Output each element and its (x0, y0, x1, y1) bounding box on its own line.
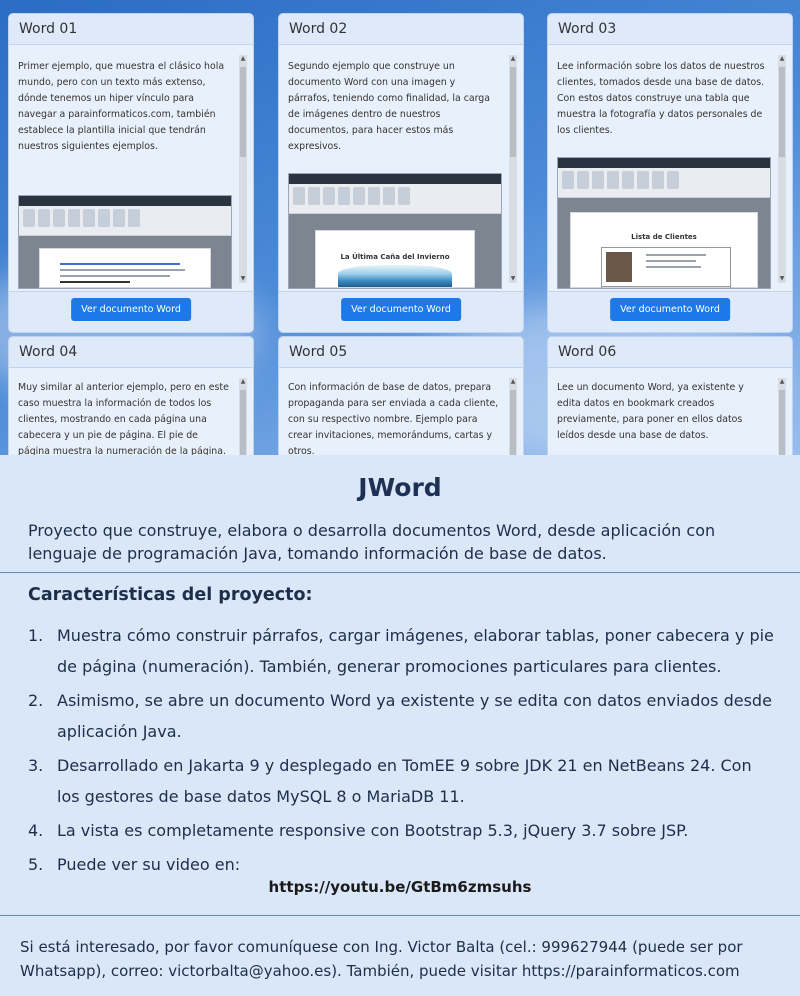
features-list (28, 620, 778, 883)
card-description: Con información de base de datos, prepara propaganda para ser enviada a cada cliente, con su respectivo nombre. Ejemplo para crear invitaciones, memorándums, cartas y otros. (288, 382, 499, 455)
card-title: Word 01 (9, 14, 253, 45)
view-word-document-button[interactable]: Ver documento Word (71, 298, 191, 321)
word-preview-image (18, 195, 232, 289)
word-preview-image (288, 173, 502, 289)
card-word-06 (547, 336, 793, 455)
feature-item: 3. Desarrollado en Jakarta 9 y desplegado en TomEE 9 sobre JDK 21 en NetBeans 24. Con los gestores de base datos MySQL 8 o MariaDB 11. (28, 756, 752, 806)
card-description: Segundo ejemplo que construye un documento Word con una imagen y párrafos, teniendo como finalidad, la carga de imágenes dentro de nuestros documentos, para hacer estos más expresivos. (288, 61, 490, 152)
card-description: Lee un documento Word, ya existente y edita datos en bookmark creados previamente, para poner en ellos datos leídos desde una base de datos. (557, 382, 744, 441)
features-heading: Características del proyecto: (28, 585, 313, 605)
scroll-thumb[interactable] (779, 67, 785, 157)
scroll-up-icon[interactable]: ▲ (240, 55, 246, 62)
scroll-up-icon[interactable]: ▲ (240, 378, 246, 385)
card-body[interactable] (279, 368, 523, 455)
project-info-panel (0, 455, 800, 996)
card-word-02 (278, 13, 524, 333)
card-description: Lee información sobre los datos de nuestros clientes, tomados desde una base de datos. Con estos datos construye una tabla que muestra la fotografía y datos personales de los clientes. (557, 61, 765, 136)
card-title: Word 04 (9, 337, 253, 368)
card-word-03 (547, 13, 793, 333)
card-word-04 (8, 336, 254, 455)
video-link[interactable]: https://youtu.be/GtBm6zmsuhs (268, 878, 532, 896)
scroll-up-icon[interactable]: ▲ (779, 55, 785, 62)
contact-info: Si está interesado, por favor comuníquese con Ing. Victor Balta (cel.: 999627944 (puede ser por Whatsapp), correo: victorbalta@yahoo.es). También, puede visitar https://parainformaticos.com (20, 938, 743, 980)
view-word-document-button[interactable]: Ver documento Word (341, 298, 461, 321)
scrollbar[interactable] (778, 378, 786, 455)
preview-doc-heading: Lista de Clientes (631, 233, 697, 241)
preview-doc-heading: La Última Caña del Invierno (340, 253, 450, 261)
client-photo (606, 252, 632, 282)
scrollbar[interactable] (509, 55, 517, 283)
scroll-down-icon[interactable]: ▼ (510, 275, 516, 282)
card-title: Word 03 (548, 14, 792, 45)
scroll-down-icon[interactable]: ▼ (240, 275, 246, 282)
scroll-up-icon[interactable]: ▲ (779, 378, 785, 385)
scroll-thumb[interactable] (510, 67, 516, 157)
card-title: Word 05 (279, 337, 523, 368)
feature-item: 1. Muestra cómo construir párrafos, cargar imágenes, elaborar tablas, poner cabecera y pie de página (numeración). También, generar promociones particulares para clientes. (28, 626, 774, 676)
card-word-05 (278, 336, 524, 455)
scroll-thumb[interactable] (510, 390, 516, 455)
feature-item: 5. Puede ver su video en: (28, 855, 241, 874)
scrollbar[interactable] (239, 378, 247, 455)
feature-item: 2. Asimismo, se abre un documento Word ya existente y se edita con datos enviados desde aplicación Java. (28, 691, 772, 741)
word-preview-image (557, 157, 771, 289)
view-word-document-button[interactable]: Ver documento Word (610, 298, 730, 321)
scroll-thumb[interactable] (779, 390, 785, 455)
card-description: Muy similar al anterior ejemplo, pero en este caso muestra la información de todos los clientes, mostrando en cada página una cabecera y un pie de página. El pie de página muestra la numeración de la página. (18, 382, 229, 455)
card-word-01 (8, 13, 254, 333)
divider (0, 572, 800, 573)
scroll-up-icon[interactable]: ▲ (510, 378, 516, 385)
scrollbar[interactable] (509, 378, 517, 455)
scroll-thumb[interactable] (240, 390, 246, 455)
project-title: JWord (358, 473, 442, 502)
card-body[interactable] (9, 45, 253, 291)
scroll-down-icon[interactable]: ▼ (779, 275, 785, 282)
cards-grid (0, 0, 800, 455)
feature-item: 4. La vista es completamente responsive con Bootstrap 5.3, jQuery 3.7 sobre JSP. (28, 821, 689, 840)
scrollbar[interactable] (239, 55, 247, 283)
scrollbar[interactable] (778, 55, 786, 283)
divider (0, 915, 800, 916)
winter-landscape-image (338, 265, 452, 287)
project-description: Proyecto que construye, elabora o desarrolla documentos Word, desde aplicación con lenguaje de programación Java, tomando información de base de datos. (28, 521, 716, 563)
card-body[interactable] (9, 368, 253, 455)
scroll-up-icon[interactable]: ▲ (510, 55, 516, 62)
card-title: Word 02 (279, 14, 523, 45)
card-body[interactable] (548, 368, 792, 455)
card-body[interactable] (548, 45, 792, 291)
scroll-thumb[interactable] (240, 67, 246, 157)
card-description: Primer ejemplo, que muestra el clásico hola mundo, pero con un texto más extenso, dónde tenemos un hiper vínculo para navegar a parainformaticos.com, también establece la plantilla inicial que tendrán nuestros siguientes ejemplos. (18, 61, 225, 152)
card-title: Word 06 (548, 337, 792, 368)
card-body[interactable] (279, 45, 523, 291)
